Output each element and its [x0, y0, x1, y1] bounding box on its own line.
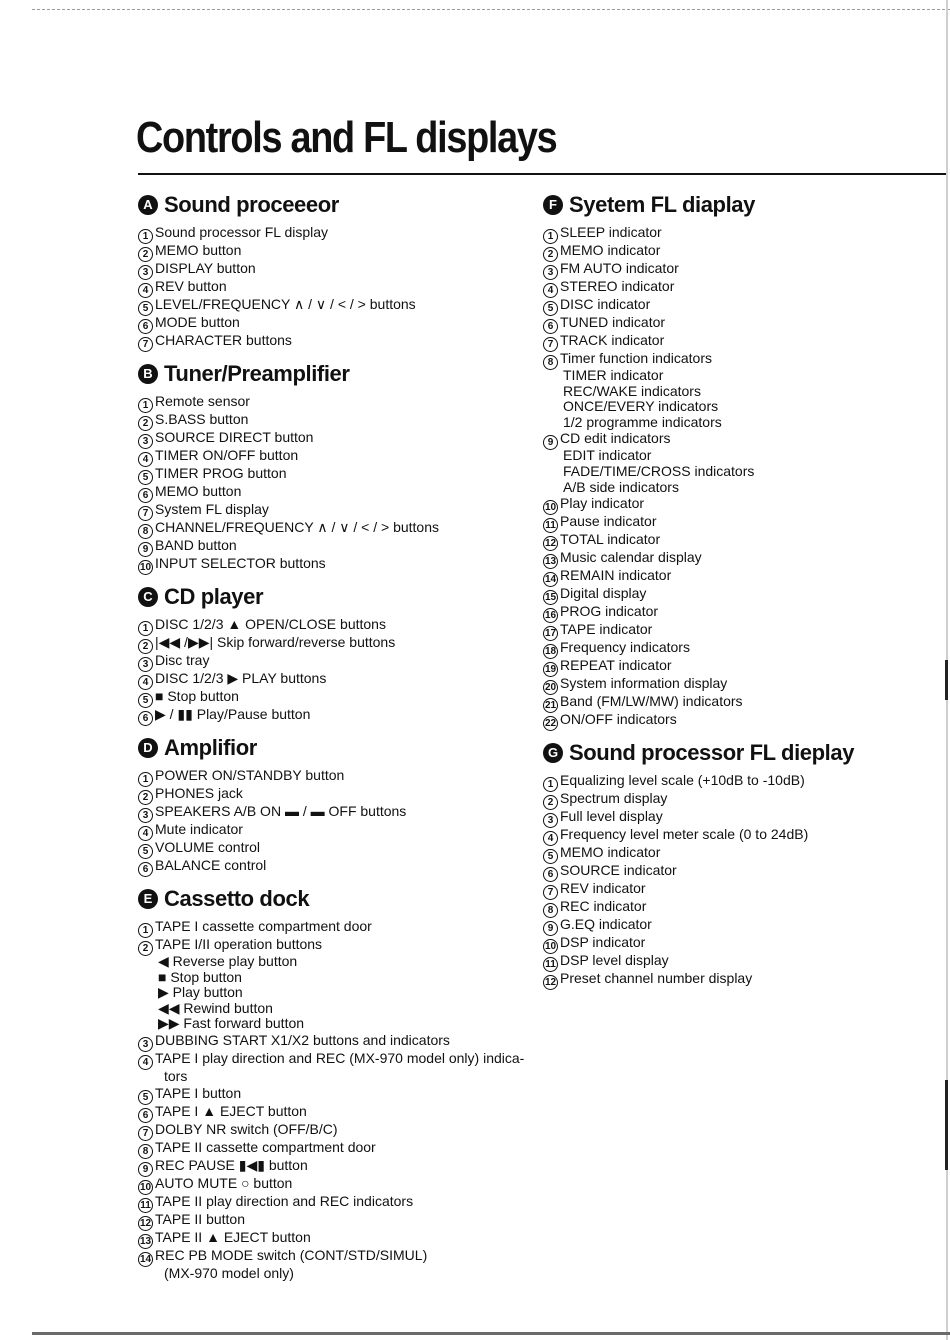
item-number: 15 [544, 592, 557, 604]
section-heading [138, 190, 528, 220]
item-number: 6 [138, 862, 153, 877]
item-number: 3 [138, 1037, 153, 1052]
section [543, 190, 943, 729]
item-number: 2 [138, 247, 153, 262]
item-number: 3 [138, 265, 153, 280]
item-label: Sound processor FL display [155, 224, 329, 240]
item-number: 9 [138, 542, 153, 557]
item-number: 1 [543, 229, 558, 244]
item-number: 4 [138, 452, 153, 467]
item-number: 7 [543, 337, 558, 352]
item-number: 8 [543, 903, 558, 918]
item-number: 5 [138, 470, 153, 485]
section-title: Sound processor FL dieplay [569, 740, 855, 766]
item-label: Band (FM/LW/MW) indicators [560, 693, 743, 710]
list-item [138, 616, 528, 634]
item-number: 8 [543, 355, 558, 370]
item-number: 16 [544, 610, 557, 622]
item-number: 1 [138, 772, 153, 787]
item-label: TOTAL indicator [560, 531, 661, 548]
list-item [138, 1103, 528, 1121]
list-item [543, 603, 943, 621]
item-label: DISC 1/2/3 ▲ OPEN/CLOSE buttons [155, 616, 386, 632]
section-title: Cassetto dock [164, 886, 310, 911]
list-item [543, 916, 943, 934]
item-label: TRACK indicator [560, 332, 665, 348]
list-item [138, 224, 528, 242]
item-number: 4 [543, 283, 558, 298]
list-item [138, 785, 528, 803]
item-label: Mute indicator [155, 821, 243, 837]
item-label: TAPE indicator [560, 621, 653, 638]
section-heading [138, 582, 528, 612]
item-number: 8 [138, 1144, 153, 1159]
list-item [138, 1139, 528, 1157]
item-label: Digital display [560, 585, 647, 602]
section [138, 359, 528, 573]
list-item [138, 296, 528, 314]
sub-item: ◀ Reverse play button [158, 953, 298, 969]
list-item [138, 1050, 528, 1068]
item-label: TIMER PROG button [155, 465, 287, 481]
section-letter-badge: A [138, 195, 158, 215]
list-item [543, 934, 943, 952]
item-number: 7 [138, 1126, 153, 1141]
list-item [543, 296, 943, 314]
item-number: 3 [138, 808, 153, 823]
list-item [138, 332, 528, 350]
item-number: 12 [544, 977, 557, 989]
section-title: Tuner/Preamplifier [164, 361, 350, 386]
list-item [138, 411, 528, 429]
list-item [138, 839, 528, 857]
item-label: SOURCE DIRECT button [155, 429, 314, 445]
item-label: DSP indicator [560, 934, 646, 951]
item-number: 2 [138, 790, 153, 805]
list-item [138, 706, 528, 724]
list-item [138, 519, 528, 537]
item-label: FM AUTO indicator [560, 260, 679, 276]
item-label: Frequency level meter scale (0 to 24dB) [560, 826, 809, 843]
section [138, 884, 528, 1282]
list-item [138, 857, 528, 875]
list-item [138, 767, 528, 785]
item-number: 14 [139, 1253, 152, 1265]
item-label: LEVEL/FREQUENCY ∧ / ∨ / < / > buttons [155, 296, 416, 312]
sub-item: FADE/TIME/CROSS indicators [563, 462, 755, 479]
list-item [543, 549, 943, 567]
section [543, 738, 943, 988]
item-number: 7 [138, 506, 153, 521]
list-item [138, 429, 528, 447]
section-letter-badge: D [138, 738, 158, 758]
list-item [543, 880, 943, 898]
item-label: TAPE II ▲ EJECT button [155, 1228, 311, 1245]
item-label: TAPE I play direction and REC (MX-970 model only) indica- [155, 1049, 525, 1066]
item-number: 9 [543, 435, 558, 450]
section [138, 582, 528, 724]
item-number: 12 [139, 1217, 152, 1229]
item-label: SLEEP indicator [560, 224, 662, 240]
item-number: 1 [138, 621, 153, 636]
item-number: 6 [543, 319, 558, 334]
list-item [543, 772, 943, 790]
list-item [138, 1175, 528, 1193]
item-label: DISC indicator [560, 296, 651, 312]
item-number: 6 [138, 1108, 153, 1123]
section-letter-badge: E [138, 889, 158, 909]
section-letter-badge: F [543, 195, 563, 215]
item-number: 5 [138, 1090, 153, 1105]
item-number: 1 [138, 229, 153, 244]
item-number: 5 [543, 301, 558, 316]
item-continuation: tors [164, 1067, 188, 1084]
list-item [543, 531, 943, 549]
list-item [543, 430, 943, 448]
item-label: TAPE I cassette compartment door [155, 918, 372, 934]
list-item [138, 555, 528, 573]
item-label: |◀◀ /▶▶| Skip forward/reverse buttons [155, 634, 396, 650]
list-item [138, 1157, 528, 1175]
item-label: DOLBY NR switch (OFF/B/C) [155, 1120, 338, 1137]
item-label: REMAIN indicator [560, 567, 672, 584]
item-number: 1 [543, 777, 558, 792]
item-label: DUBBING START X1/X2 buttons and indicators [155, 1031, 450, 1048]
item-label: REPEAT indicator [560, 657, 672, 674]
item-number: 4 [138, 675, 153, 690]
list-item [138, 1211, 528, 1229]
item-label: TAPE II play direction and REC indicators [155, 1192, 414, 1209]
title-underline [138, 173, 946, 175]
item-label: REC PB MODE switch (CONT/STD/SIMUL) [155, 1246, 428, 1263]
list-item [543, 567, 943, 585]
item-label: REV button [155, 278, 227, 294]
item-number: 3 [543, 265, 558, 280]
item-label: BALANCE control [155, 857, 267, 873]
item-number: 2 [138, 941, 153, 956]
item-label: Pause indicator [560, 513, 657, 530]
item-label: TAPE I ▲ EJECT button [155, 1102, 307, 1119]
item-label: S.BASS button [155, 411, 249, 427]
list-item [138, 501, 528, 519]
item-label: MEMO button [155, 242, 242, 258]
top-dashed-rule [32, 9, 950, 10]
bottom-rule [32, 1332, 950, 1335]
list-item [138, 1085, 528, 1103]
list-item [543, 495, 943, 513]
page-title: Controls and FL displays [136, 113, 557, 162]
item-number: 3 [138, 657, 153, 672]
item-label: PROG indicator [560, 603, 659, 620]
item-label: CD edit indicators [560, 430, 671, 447]
list-item [138, 670, 528, 688]
section-heading [138, 733, 528, 763]
left-column [138, 190, 528, 1291]
list-item [138, 1247, 528, 1265]
item-label: REV indicator [560, 880, 646, 897]
item-number: 11 [543, 518, 558, 533]
section-heading [543, 190, 943, 220]
item-number: 2 [138, 639, 153, 654]
right-column [543, 190, 943, 997]
list-item [138, 260, 528, 278]
item-number: 4 [138, 283, 153, 298]
item-number: 8 [138, 524, 153, 539]
list-item [543, 242, 943, 260]
list-item [138, 314, 528, 332]
item-label: G.EQ indicator [560, 916, 652, 933]
sub-item: ◀◀ Rewind button [158, 999, 273, 1016]
list-item [138, 1032, 528, 1050]
item-number: 5 [138, 301, 153, 316]
item-label: DISC 1/2/3 ▶ PLAY buttons [155, 670, 327, 686]
sub-item: ■ Stop button [158, 968, 242, 985]
item-label: Disc tray [155, 652, 210, 668]
item-label: Timer function indicators [560, 350, 712, 366]
list-item [543, 862, 943, 880]
list-item [543, 224, 943, 242]
item-label: SOURCE indicator [560, 862, 677, 879]
list-item [138, 1121, 528, 1139]
right-edge-mark [945, 660, 948, 700]
list-item [543, 260, 943, 278]
item-label: CHARACTER buttons [155, 332, 292, 348]
item-number: 6 [138, 711, 153, 726]
item-label: BAND button [155, 537, 237, 553]
item-number: 13 [139, 1235, 152, 1247]
item-number: 6 [138, 488, 153, 503]
item-label: STEREO indicator [560, 278, 675, 294]
item-label: MEMO indicator [560, 844, 661, 861]
list-item [543, 898, 943, 916]
list-item [138, 465, 528, 483]
item-number: 10 [139, 562, 152, 573]
item-label: TAPE II button [155, 1210, 246, 1227]
item-number: 3 [543, 813, 558, 828]
sub-item: ▶▶ Fast forward button [158, 1015, 305, 1032]
item-label: REC indicator [560, 898, 647, 915]
list-item [138, 242, 528, 260]
item-continuation: (MX-970 model only) [164, 1264, 294, 1281]
list-item [543, 278, 943, 296]
item-number: 11 [543, 957, 558, 972]
item-number: 10 [544, 941, 557, 953]
list-item [543, 657, 943, 675]
list-item [543, 844, 943, 862]
item-label: Preset channel number display [560, 970, 753, 987]
right-edge-mark [945, 1080, 948, 1170]
item-number: 3 [138, 434, 153, 449]
section-title: Amplifior [164, 735, 257, 760]
list-item [138, 393, 528, 411]
item-label: Remote sensor [155, 393, 250, 409]
item-number: 13 [544, 556, 557, 568]
section-title: Sound proceeeor [164, 192, 339, 217]
list-item [543, 621, 943, 639]
item-number: 11 [138, 1198, 153, 1213]
list-item [543, 970, 943, 988]
item-number: 22 [544, 718, 557, 730]
item-label: System FL display [155, 501, 269, 517]
item-number: 9 [138, 1162, 153, 1177]
list-item [138, 483, 528, 501]
list-item [543, 585, 943, 603]
list-item [543, 693, 943, 711]
list-item [138, 1229, 528, 1247]
item-label: DSP level display [560, 952, 669, 969]
item-number: 1 [138, 398, 153, 413]
list-item [138, 447, 528, 465]
item-label: TIMER ON/OFF button [155, 447, 299, 463]
item-label: AUTO MUTE ○ button [155, 1174, 293, 1191]
section [138, 733, 528, 875]
list-item [543, 711, 943, 729]
sub-item: ONCE/EVERY indicators [563, 398, 719, 415]
list-item [138, 803, 528, 821]
list-item [543, 332, 943, 350]
item-number: 4 [138, 826, 153, 841]
item-label: Frequency indicators [560, 639, 690, 656]
item-label: MEMO button [155, 483, 242, 499]
item-number: 1 [138, 923, 153, 938]
item-label: REC PAUSE ▮◀▮ button [155, 1156, 308, 1173]
item-label: TAPE II cassette compartment door [155, 1138, 376, 1155]
item-label: VOLUME control [155, 839, 261, 855]
item-label: CHANNEL/FREQUENCY ∧ / ∨ / < / > buttons [155, 519, 439, 535]
sub-item: EDIT indicator [563, 447, 652, 464]
list-item [543, 513, 943, 531]
item-label: ON/OFF indicators [560, 711, 677, 728]
item-number: 2 [543, 247, 558, 262]
list-item [543, 808, 943, 826]
list-item [138, 918, 528, 936]
item-number: 4 [543, 831, 558, 846]
item-number: 12 [544, 538, 557, 550]
item-number: 7 [138, 337, 153, 352]
item-number: 2 [543, 795, 558, 810]
item-label: MODE button [155, 314, 240, 330]
list-item [543, 350, 943, 368]
item-label: Music calendar display [560, 549, 702, 566]
item-number: 20 [544, 682, 557, 694]
item-number: 4 [138, 1055, 153, 1070]
sub-item: REC/WAKE indicators [563, 382, 701, 399]
list-item [543, 826, 943, 844]
item-number: 2 [138, 416, 153, 431]
section-heading [543, 738, 943, 768]
list-item [543, 790, 943, 808]
item-label: PHONES jack [155, 785, 243, 801]
item-label: ▶ / ▮▮ Play/Pause button [155, 706, 311, 722]
item-label: TUNED indicator [560, 314, 666, 330]
item-label: Play indicator [560, 495, 645, 512]
list-item [138, 278, 528, 296]
item-number: 18 [544, 646, 557, 658]
list-item [543, 639, 943, 657]
section-letter-badge: C [138, 587, 158, 607]
item-number: 10 [544, 502, 557, 514]
item-label: TAPE I/II operation buttons [155, 936, 323, 952]
list-item [543, 675, 943, 693]
section-heading [138, 359, 528, 389]
section [138, 190, 528, 350]
sub-item: A/B side indicators [563, 478, 679, 495]
item-number: 5 [543, 849, 558, 864]
item-number: 9 [543, 921, 558, 936]
item-number: 14 [544, 574, 557, 586]
item-label: POWER ON/STANDBY button [155, 767, 345, 783]
item-number: 5 [138, 844, 153, 859]
list-item [138, 688, 528, 706]
list-item [543, 952, 943, 970]
item-label: Full level display [560, 808, 663, 825]
item-label: Equalizing level scale (+10dB to -10dB) [560, 772, 805, 789]
list-item [138, 634, 528, 652]
list-item [138, 652, 528, 670]
item-number: 5 [138, 693, 153, 708]
item-label: DISPLAY button [155, 260, 256, 276]
section-letter-badge: B [138, 364, 158, 384]
sub-item: TIMER indicator [563, 367, 664, 383]
item-number: 17 [544, 628, 557, 640]
list-item [138, 1193, 528, 1211]
item-number: 6 [138, 319, 153, 334]
item-label: SPEAKERS A/B ON ▬ / ▬ OFF buttons [155, 803, 407, 819]
list-item [543, 314, 943, 332]
section-letter-badge: G [543, 743, 563, 763]
item-label: Spectrum display [560, 790, 668, 807]
list-item [138, 936, 528, 954]
item-label: MEMO indicator [560, 242, 661, 258]
item-label: System information display [560, 675, 728, 692]
item-label: INPUT SELECTOR buttons [155, 555, 326, 571]
sub-item: 1/2 programme indicators [563, 413, 722, 430]
list-item [138, 537, 528, 555]
item-label: ■ Stop button [155, 688, 239, 704]
section-title: Syetem FL diaplay [569, 192, 755, 217]
item-number: 6 [543, 867, 558, 882]
section-title: CD player [164, 584, 264, 609]
item-number: 10 [139, 1181, 152, 1193]
item-label: TAPE I button [155, 1084, 242, 1101]
section-heading [138, 884, 528, 914]
sub-item: ▶ Play button [158, 984, 243, 1001]
item-number: 7 [543, 885, 558, 900]
list-item [138, 821, 528, 839]
item-number: 21 [544, 700, 557, 712]
item-number: 19 [544, 664, 557, 676]
